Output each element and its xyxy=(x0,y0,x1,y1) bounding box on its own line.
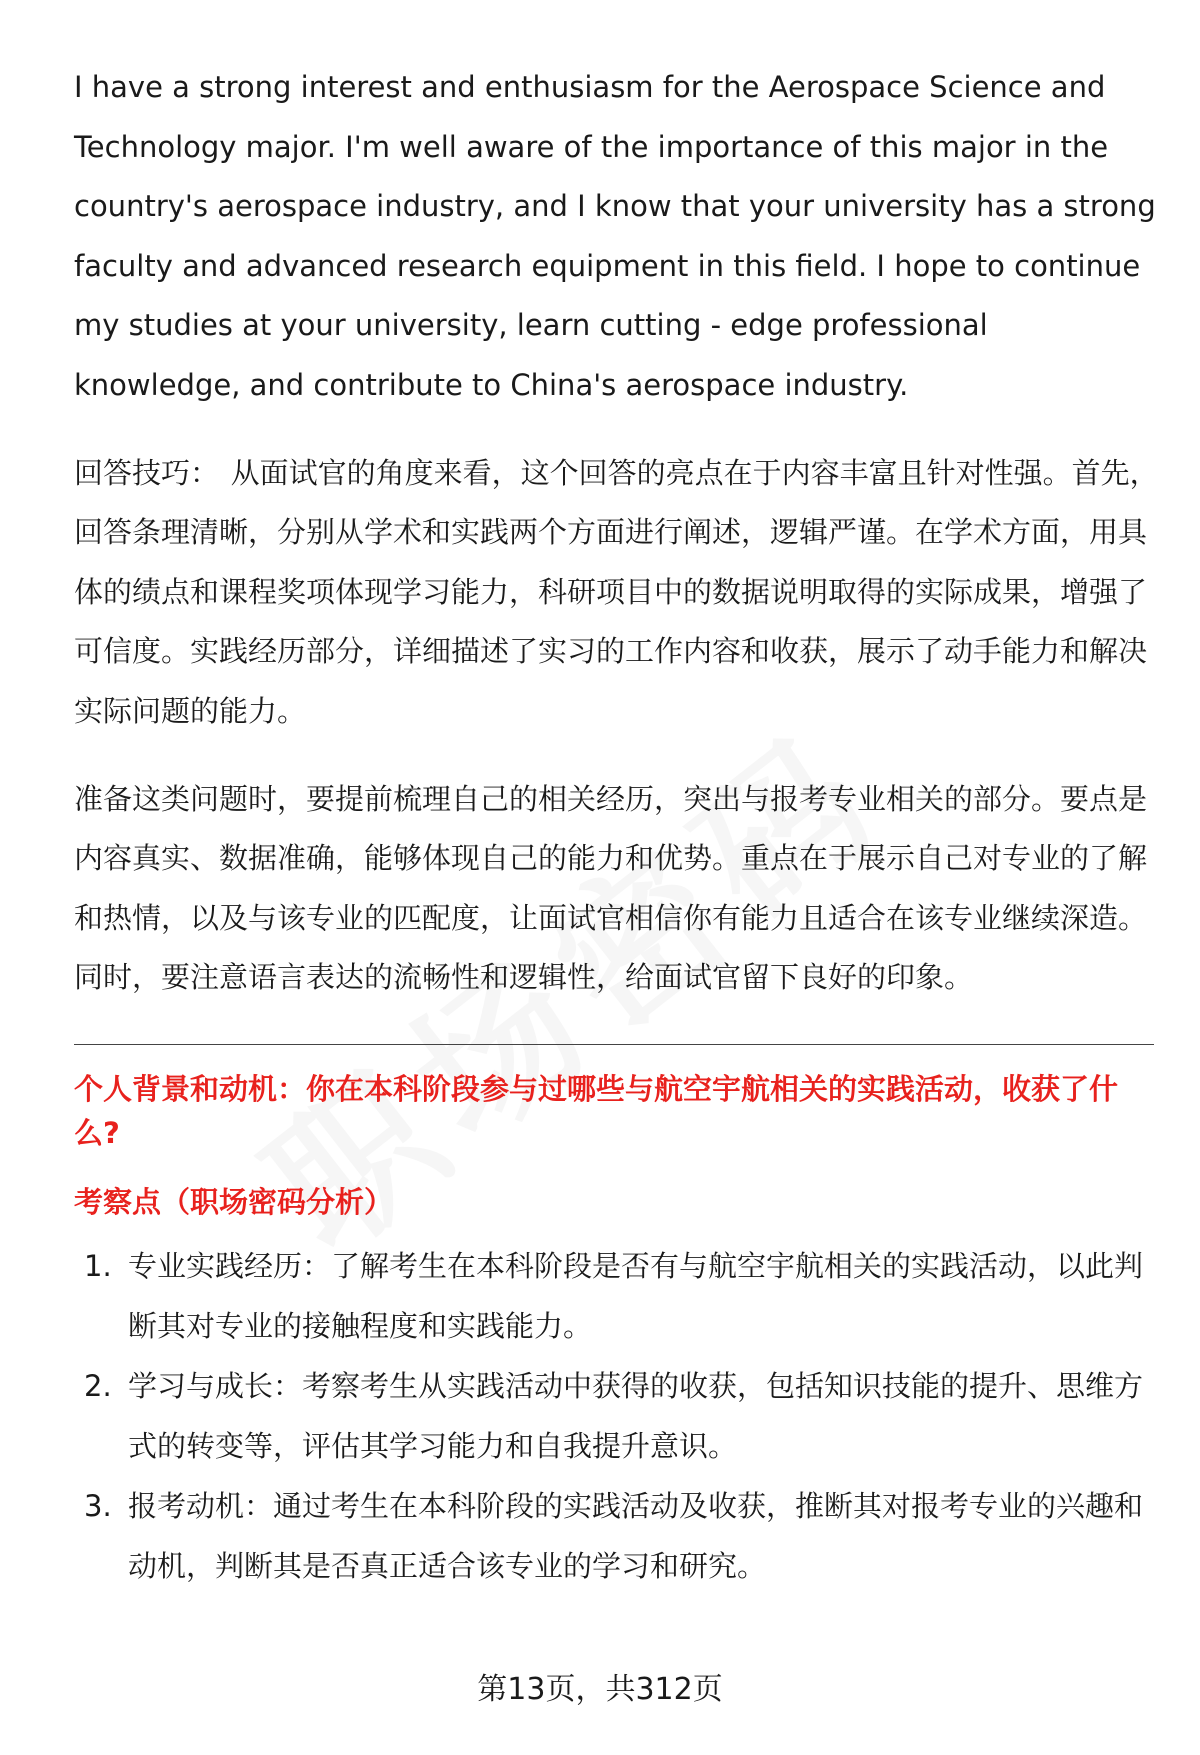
document-page xyxy=(74,58,1160,1596)
list-item-number: 1. xyxy=(84,1248,112,1283)
answer-tips-label: 回答技巧： xyxy=(74,455,220,490)
list-item-text: 专业实践经历：了解考生在本科阶段是否有与航空宇航相关的实践活动，以此判断其对专业的接触程度和实践能力。 xyxy=(128,1248,1144,1343)
list-item xyxy=(74,1236,1160,1356)
answer-tips-text: 从面试官的角度来看，这个回答的亮点在于内容丰富且针对性强。首先，回答条理清晰，分别从学术和实践两个方面进行阐述，逻辑严谨。在学术方面，用具体的绩点和课程奖项体现学习能力，科研项目中的数据说明取得的实际成果，增强了可信度。实践经历部分，详细描述了实习的工作内容和收获，展示了动手能力和解决实际问题的能力。 xyxy=(74,455,1159,728)
answer-tips-paragraph xyxy=(74,444,1160,742)
analysis-heading: 考察点（职场密码分析） xyxy=(74,1184,394,1219)
question-heading: 个人背景和动机：你在本科阶段参与过哪些与航空宇航相关的实践活动，收获了什么? xyxy=(74,1071,1119,1150)
assessment-points-list xyxy=(74,1236,1160,1596)
list-item-number: 3. xyxy=(84,1488,112,1523)
section-divider xyxy=(74,1044,1154,1045)
list-item-text: 学习与成长：考察考生从实践活动中获得的收获，包括知识技能的提升、思维方式的转变等，评估其学习能力和自我提升意识。 xyxy=(128,1368,1144,1463)
preparation-advice-paragraph: 准备这类问题时，要提前梳理自己的相关经历，突出与报考专业相关的部分。要点是内容真实、数据准确，能够体现自己的能力和优势。重点在于展示自己对专业的了解和热情，以及与该专业的匹配度，让面试官相信你有能力且适合在该专业继续深造。同时，要注意语言表达的流畅性和逻辑性，给面试官留下良好的印象。 xyxy=(74,781,1148,995)
list-item xyxy=(74,1356,1160,1476)
english-answer-paragraph: I have a strong interest and enthusiasm for the Aerospace Science and Technology major. I'm well aware of the importance of this major in the country's aerospace industry, and I know that your university has a strong faculty and advanced research equipment in this field. I hope to continue my studies at your university, learn cutting - edge professional knowledge, and contribute to China's aerospace industry. xyxy=(74,70,1156,402)
list-item-text: 报考动机：通过考生在本科阶段的实践活动及收获，推断其对报考专业的兴趣和动机，判断其是否真正适合该专业的学习和研究。 xyxy=(128,1488,1144,1583)
list-item xyxy=(74,1476,1160,1596)
page-number-footer: 第13页，共312页 xyxy=(477,1672,723,1707)
list-item-number: 2. xyxy=(84,1368,112,1403)
